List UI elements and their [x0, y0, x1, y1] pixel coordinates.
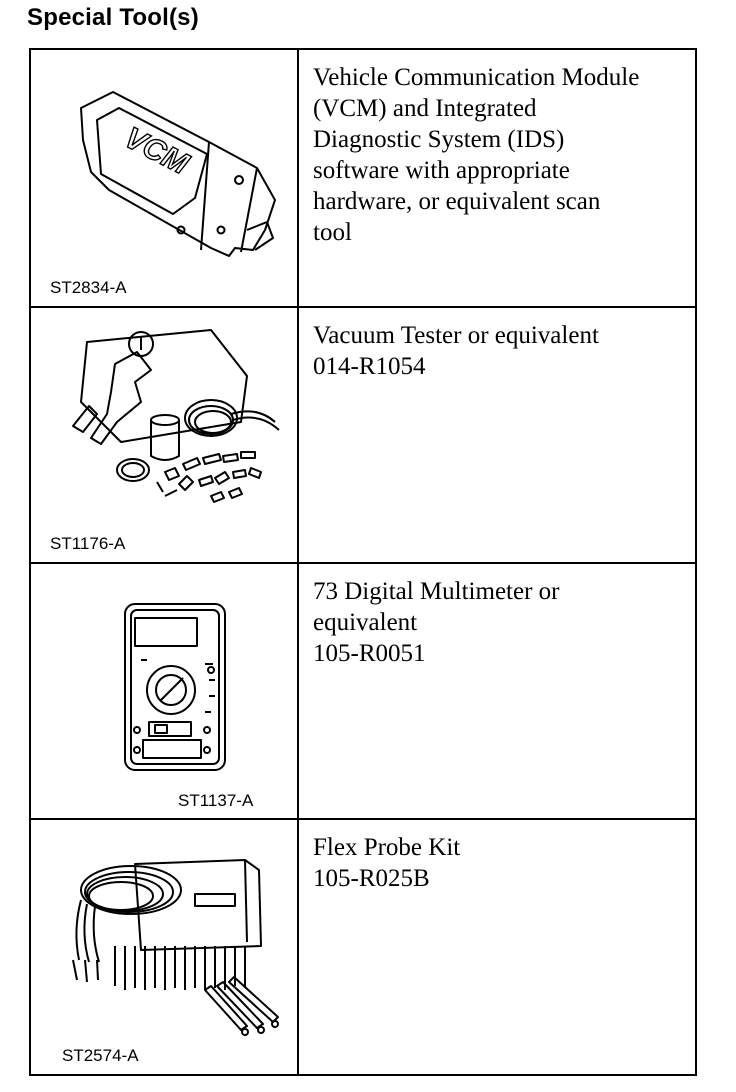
tool-description	[301, 308, 695, 562]
description-line: hardware, or equivalent scan	[313, 188, 601, 215]
description-line: equivalent	[313, 609, 418, 636]
table-row	[31, 308, 695, 564]
description-line: 014-R1054	[313, 353, 426, 380]
figure-id: ST2574-A	[62, 1046, 139, 1065]
vcm-label: VCM	[119, 121, 194, 181]
description-line: 105-R025B	[313, 865, 430, 892]
description-line: (VCM) and Integrated	[313, 95, 537, 122]
digital-multimeter-illustration	[121, 600, 231, 776]
description-line: Flex Probe Kit	[313, 834, 461, 861]
figure-id: ST2834-A	[50, 278, 127, 297]
tool-description	[301, 50, 695, 306]
flex-probe-kit-illustration	[65, 850, 285, 1040]
description-line: Diagnostic System (IDS)	[313, 126, 565, 153]
illustration-cell	[31, 308, 299, 562]
vcm-module-illustration	[61, 80, 281, 280]
vacuum-tester-illustration	[61, 322, 291, 512]
page-title: Special Tool(s)	[27, 4, 199, 31]
table-row	[31, 564, 695, 820]
tool-description	[301, 820, 695, 1076]
figure-id: ST1137-A	[178, 791, 254, 810]
description-line: Vacuum Tester or equivalent	[313, 322, 599, 349]
illustration-cell	[31, 820, 299, 1076]
illustration-cell	[31, 50, 299, 306]
description-line: tool	[313, 219, 352, 246]
table-row	[31, 50, 695, 308]
description-line: software with appropriate	[313, 157, 570, 184]
special-tools-table	[29, 48, 697, 1076]
table-row	[31, 820, 695, 1076]
description-line: 105-R0051	[313, 640, 426, 667]
description-line: Vehicle Communication Module	[313, 64, 640, 91]
figure-id: ST1176-A	[50, 534, 126, 553]
illustration-cell	[31, 564, 299, 818]
tool-description	[301, 564, 695, 818]
description-line: 73 Digital Multimeter or	[313, 578, 560, 605]
